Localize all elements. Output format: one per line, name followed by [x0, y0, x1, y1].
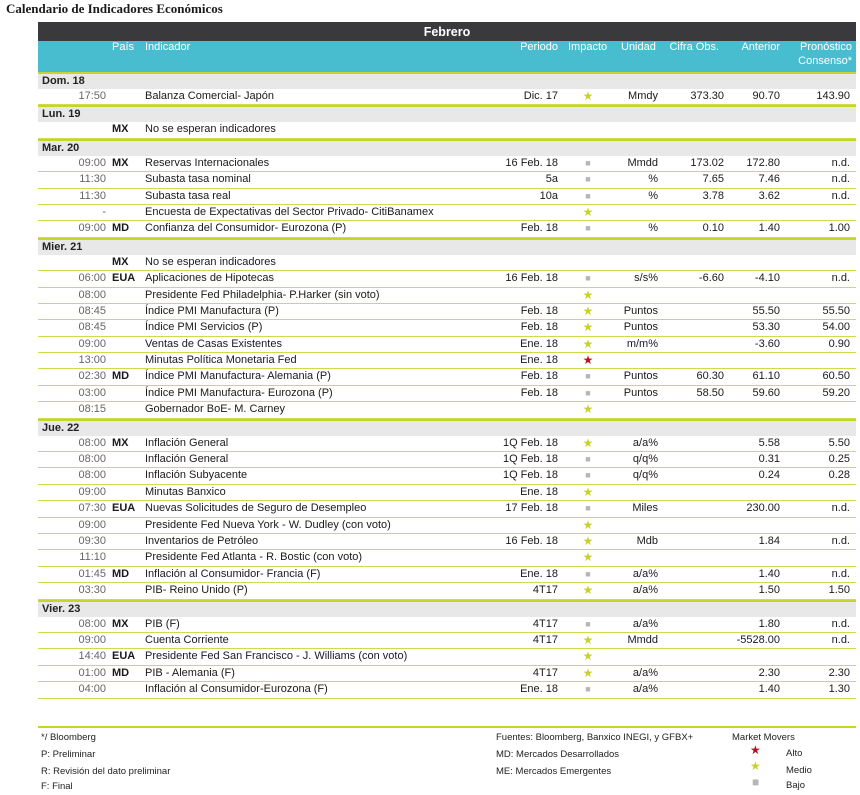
time-cell: 17:50 — [78, 90, 106, 102]
cifra-obs-cell: 60.30 — [696, 370, 724, 383]
unidad-cell: Mmdy — [628, 90, 658, 102]
periodo-cell: 1Q Feb. 18 — [502, 436, 558, 449]
time-cell: - — [102, 205, 106, 218]
legend-alto-label: Alto — [786, 748, 803, 759]
cifra-obs-cell: -6.60 — [698, 272, 724, 285]
impact-medio-star-icon: ★ — [582, 204, 594, 219]
time-cell: 09:00 — [78, 222, 106, 235]
periodo-cell: Dic. 17 — [523, 90, 558, 102]
unidad-cell: a/a% — [632, 584, 658, 597]
legend-market-movers: Market Movers — [732, 732, 795, 743]
time-cell: 14:40 — [78, 650, 106, 663]
day-header: Mar. 20 — [38, 139, 856, 156]
unidad-cell: Puntos — [623, 304, 658, 317]
time-cell: 09:00 — [78, 633, 106, 646]
unidad-cell: Miles — [632, 502, 658, 515]
column-header-cifra-obs: Cifra Obs. — [669, 41, 719, 53]
periodo-cell: 16 Feb. 18 — [505, 534, 558, 547]
pais-cell: MD — [112, 370, 130, 383]
pronostico-cell: 5.50 — [828, 436, 850, 449]
pronostico-cell: 0.90 — [828, 337, 850, 350]
indicador-cell: Ventas de Casas Existentes — [145, 337, 282, 350]
periodo-cell: Feb. 18 — [520, 321, 558, 334]
time-cell: 11:30 — [79, 189, 106, 202]
table-row — [38, 617, 856, 633]
indicador-cell: PIB - Alemania (F) — [145, 666, 235, 679]
periodo-cell: 10a — [539, 189, 558, 202]
anterior-cell: 1.50 — [758, 584, 780, 597]
footnote-md: MD: Mercados Desarrollados — [496, 749, 620, 760]
day-header: Mier. 21 — [38, 238, 856, 255]
footnote-final: F: Final — [41, 781, 73, 792]
time-cell: 11:10 — [79, 551, 106, 564]
column-header-periodo: Periodo — [520, 41, 558, 53]
indicador-cell: Inflación General — [145, 453, 229, 466]
unidad-cell: % — [648, 189, 658, 202]
anterior-cell: 7.46 — [758, 173, 780, 186]
impact-medio-star-icon: ★ — [582, 583, 594, 598]
table-row — [38, 386, 856, 402]
anterior-cell: 53.30 — [752, 321, 780, 334]
impact-bajo-square-icon: ■ — [585, 190, 591, 201]
periodo-cell: Ene. 18 — [520, 567, 558, 580]
column-header-pais: País — [112, 41, 135, 53]
unidad-cell: Mdb — [636, 534, 658, 547]
indicador-cell: Balanza Comercial- Japón — [145, 90, 275, 102]
indicador-cell: Reservas Internacionales — [145, 156, 270, 169]
indicador-cell: Inflación General — [145, 436, 229, 449]
unidad-cell: Mmdd — [627, 156, 658, 169]
table-row — [38, 353, 856, 369]
indicator-table — [38, 72, 856, 699]
anterior-cell: -5528.00 — [736, 633, 780, 646]
periodo-cell: Ene. 18 — [520, 683, 558, 696]
cifra-obs-cell: 7.65 — [702, 173, 724, 186]
indicador-cell: Subasta tasa nominal — [145, 173, 251, 186]
indicador-cell: Índice PMI Manufactura- Eurozona (P) — [145, 386, 333, 399]
indicador-cell: Presidente Fed Philadelphia- P.Harker (sin voto) — [145, 288, 380, 301]
impact-medio-star-icon: ★ — [582, 517, 594, 532]
unidad-cell: % — [648, 173, 658, 186]
table-row — [38, 304, 856, 320]
time-cell: 13:00 — [78, 354, 106, 367]
table-row — [38, 633, 856, 649]
table-row — [38, 452, 856, 468]
time-cell: 08:00 — [78, 288, 106, 301]
pronostico-cell: 143.90 — [816, 90, 850, 102]
impact-bajo-square-icon: ■ — [585, 618, 591, 629]
unidad-cell: a/a% — [632, 567, 658, 580]
anterior-cell: 230.00 — [746, 502, 780, 515]
impact-medio-star-icon: ★ — [582, 303, 594, 318]
anterior-cell: 172.80 — [746, 156, 780, 169]
table-row — [38, 501, 856, 517]
unidad-cell: m/m% — [626, 337, 658, 350]
legend-medio-label: Medio — [786, 765, 812, 776]
impact-medio-star-icon: ★ — [582, 632, 594, 647]
pais-cell: MX — [112, 123, 129, 136]
table-row — [38, 682, 856, 698]
cifra-obs-cell: 173.02 — [690, 156, 724, 169]
month-header: Febrero — [38, 22, 856, 41]
periodo-cell: Feb. 18 — [520, 370, 558, 383]
pronostico-cell: 0.28 — [828, 469, 850, 482]
pais-cell: EUA — [112, 502, 136, 515]
anterior-cell: -3.60 — [754, 337, 780, 350]
time-cell: 09:00 — [78, 518, 106, 531]
table-row — [38, 534, 856, 550]
unidad-cell: a/a% — [632, 666, 658, 679]
pronostico-cell: 59.20 — [822, 386, 850, 399]
footnote-bloomberg: */ Bloomberg — [41, 732, 96, 743]
cifra-obs-cell: 58.50 — [696, 386, 724, 399]
unidad-cell: Puntos — [623, 370, 658, 383]
impact-medio-star-icon: ★ — [582, 89, 594, 103]
indicador-cell: Índice PMI Servicios (P) — [145, 321, 263, 334]
impact-bajo-square-icon: ■ — [585, 454, 591, 465]
unidad-cell: a/a% — [632, 683, 658, 696]
footnote-me: ME: Mercados Emergentes — [496, 766, 612, 777]
anterior-cell: 1.40 — [758, 683, 780, 696]
table-row — [38, 156, 856, 172]
periodo-cell: 16 Feb. 18 — [505, 156, 558, 169]
table-row — [38, 205, 856, 221]
pais-cell: EUA — [112, 272, 136, 285]
pronostico-cell: 1.50 — [828, 584, 850, 597]
indicador-cell: Presidente Fed San Francisco - J. Williams (con voto) — [145, 650, 408, 663]
periodo-cell: 4T17 — [532, 633, 558, 646]
indicador-cell: Aplicaciones de Hipotecas — [145, 272, 275, 285]
periodo-cell: 16 Feb. 18 — [505, 272, 558, 285]
time-cell: 08:15 — [78, 403, 106, 416]
pais-cell: MX — [112, 255, 129, 268]
pronostico-cell: n.d. — [831, 567, 850, 580]
pronostico-cell: n.d. — [831, 173, 850, 186]
footnote-fuentes: Fuentes: Bloomberg, Banxico INEGI, y GFBX+ — [496, 732, 694, 743]
unidad-cell: q/q% — [632, 453, 658, 466]
unidad-cell: Mmdd — [627, 633, 658, 646]
indicador-cell: Presidente Fed Atlanta - R. Bostic (con voto) — [145, 551, 363, 564]
time-cell: 03:30 — [78, 584, 106, 597]
pais-cell: MD — [112, 222, 130, 235]
indicador-cell: Inventarios de Petróleo — [145, 534, 259, 547]
unidad-cell: Puntos — [623, 321, 658, 334]
pais-cell: MD — [112, 666, 130, 679]
pronostico-cell: 55.50 — [822, 304, 850, 317]
periodo-cell: 4T17 — [532, 617, 558, 630]
anterior-cell: 59.60 — [752, 386, 780, 399]
table-row — [38, 122, 856, 138]
table-row — [38, 172, 856, 188]
footnote-preliminar: P: Preliminar — [41, 749, 96, 760]
time-cell: 07:30 — [78, 502, 106, 515]
anterior-cell: 2.30 — [758, 666, 780, 679]
anterior-cell: 61.10 — [752, 370, 780, 383]
table-row — [38, 649, 856, 665]
table-row — [38, 518, 856, 534]
cifra-obs-cell: 373.30 — [690, 90, 724, 102]
table-row — [38, 288, 856, 304]
pronostico-cell: n.d. — [831, 156, 850, 169]
impact-medio-star-icon: ★ — [582, 320, 594, 335]
column-header-pronostico: Pronóstico — [800, 41, 852, 53]
pais-cell: MD — [112, 567, 130, 580]
time-cell: 06:00 — [78, 272, 106, 285]
legend-square-bajo-icon: ■ — [752, 775, 760, 789]
time-cell: 09:00 — [78, 337, 106, 350]
impact-medio-star-icon: ★ — [582, 550, 594, 565]
indicador-cell: Índice PMI Manufactura- Alemania (P) — [145, 370, 331, 383]
indicador-cell: Gobernador BoE- M. Carney — [145, 403, 286, 416]
periodo-cell: Ene. 18 — [520, 354, 558, 367]
impact-alto-star-icon: ★ — [582, 353, 594, 368]
pronostico-cell: 1.00 — [828, 222, 850, 235]
unidad-cell: a/a% — [632, 617, 658, 630]
periodo-cell: Feb. 18 — [520, 222, 558, 235]
periodo-cell: 1Q Feb. 18 — [502, 469, 558, 482]
pronostico-cell: n.d. — [831, 633, 850, 646]
periodo-cell: Ene. 18 — [520, 485, 558, 498]
impact-medio-star-icon: ★ — [582, 533, 594, 548]
time-cell: 08:00 — [78, 469, 106, 482]
anterior-cell: 1.40 — [758, 222, 780, 235]
impact-medio-star-icon: ★ — [582, 665, 594, 680]
pais-cell: MX — [112, 156, 129, 169]
anterior-cell: 1.40 — [758, 567, 780, 580]
periodo-cell: Ene. 18 — [520, 337, 558, 350]
pronostico-cell: n.d. — [831, 502, 850, 515]
indicador-cell: Confianza del Consumidor- Eurozona (P) — [145, 222, 347, 235]
anterior-cell: 3.62 — [758, 189, 780, 202]
table-bottom-rule — [38, 726, 856, 728]
time-cell: 02:30 — [78, 370, 106, 383]
indicador-cell: Presidente Fed Nueva York - W. Dudley (con voto) — [145, 518, 391, 531]
column-header-consenso: Consenso* — [798, 55, 852, 67]
anterior-cell: 0.31 — [758, 453, 780, 466]
pais-cell: MX — [112, 436, 129, 449]
time-cell: 08:00 — [78, 453, 106, 466]
time-cell: 09:00 — [78, 156, 106, 169]
periodo-cell: 4T17 — [532, 584, 558, 597]
anterior-cell: 1.80 — [758, 617, 780, 630]
table-row — [38, 221, 856, 237]
table-row — [38, 271, 856, 287]
impact-bajo-square-icon: ■ — [585, 223, 591, 234]
impact-bajo-square-icon: ■ — [585, 503, 591, 514]
indicador-cell: No se esperan indicadores — [145, 123, 276, 136]
indicador-cell: Nuevas Solicitudes de Seguro de Desempleo — [145, 502, 367, 515]
table-row — [38, 189, 856, 205]
anterior-cell: 55.50 — [752, 304, 780, 317]
impact-bajo-square-icon: ■ — [585, 568, 591, 579]
time-cell: 01:00 — [78, 666, 106, 679]
impact-medio-star-icon: ★ — [582, 484, 594, 499]
table-row — [38, 666, 856, 682]
day-header: Lun. 19 — [38, 105, 856, 122]
cifra-obs-cell: 3.78 — [702, 189, 724, 202]
periodo-cell: Feb. 18 — [520, 386, 558, 399]
column-header-anterior: Anterior — [741, 41, 780, 53]
impact-bajo-square-icon: ■ — [585, 470, 591, 481]
table-row — [38, 550, 856, 566]
pronostico-cell: n.d. — [831, 189, 850, 202]
table-row — [38, 320, 856, 336]
pais-cell: MX — [112, 617, 129, 630]
indicador-cell: Inflación al Consumidor-Eurozona (F) — [145, 683, 328, 696]
table-row — [38, 485, 856, 501]
impact-bajo-square-icon: ■ — [585, 273, 591, 284]
table-row — [38, 583, 856, 599]
impact-bajo-square-icon: ■ — [585, 371, 591, 382]
pronostico-cell: 54.00 — [822, 321, 850, 334]
unidad-cell: s/s% — [634, 272, 658, 285]
footnote-revision: R: Revisión del dato preliminar — [41, 766, 171, 777]
indicador-cell: Índice PMI Manufactura (P) — [145, 304, 279, 317]
time-cell: 08:45 — [78, 304, 106, 317]
pronostico-cell: 1.30 — [828, 683, 850, 696]
pronostico-cell: 2.30 — [828, 666, 850, 679]
column-header-impacto: Impacto — [568, 41, 608, 53]
indicador-cell: Minutas Banxico — [145, 485, 226, 498]
time-cell: 08:00 — [78, 617, 106, 630]
periodo-cell: Feb. 18 — [520, 304, 558, 317]
table-row — [38, 402, 856, 418]
impact-bajo-square-icon: ■ — [585, 684, 591, 695]
periodo-cell: 1Q Feb. 18 — [502, 453, 558, 466]
time-cell: 11:30 — [79, 173, 106, 186]
periodo-cell: 17 Feb. 18 — [505, 502, 558, 515]
legend-star-alto-icon: ★ — [750, 743, 761, 757]
time-cell: 08:45 — [78, 321, 106, 334]
pronostico-cell: n.d. — [831, 617, 850, 630]
day-header: Dom. 18 — [38, 72, 856, 89]
pronostico-cell: 60.50 — [822, 370, 850, 383]
indicador-cell: Minutas Política Monetaria Fed — [145, 354, 297, 367]
table-row — [38, 436, 856, 452]
time-cell: 09:30 — [78, 534, 106, 547]
impact-bajo-square-icon: ■ — [585, 174, 591, 185]
indicador-cell: Encuesta de Expectativas del Sector Privado- CitiBanamex — [145, 205, 434, 218]
table-row — [38, 369, 856, 385]
anterior-cell: -4.10 — [754, 272, 780, 285]
table-row — [38, 468, 856, 484]
impact-bajo-square-icon: ■ — [585, 157, 591, 168]
pronostico-cell: n.d. — [831, 272, 850, 285]
anterior-cell: 90.70 — [752, 90, 780, 102]
indicador-cell: Inflación al Consumidor- Francia (F) — [145, 567, 321, 580]
indicador-cell: Cuenta Corriente — [145, 633, 229, 646]
time-cell: 04:00 — [78, 683, 106, 696]
legend-bajo-label: Bajo — [786, 780, 806, 791]
pais-cell: EUA — [112, 650, 136, 663]
periodo-cell: 5a — [545, 173, 558, 186]
impact-medio-star-icon: ★ — [582, 336, 594, 351]
unidad-cell: % — [648, 222, 658, 235]
impact-medio-star-icon: ★ — [582, 402, 594, 417]
indicador-cell: Subasta tasa real — [145, 189, 231, 202]
anterior-cell: 5.58 — [758, 436, 780, 449]
indicador-cell: Inflación Subyacente — [145, 469, 248, 482]
column-header-indicador: Indicador — [145, 41, 191, 53]
impact-medio-star-icon: ★ — [582, 435, 594, 450]
unidad-cell: q/q% — [632, 469, 658, 482]
impact-bajo-square-icon: ■ — [585, 387, 591, 398]
impact-medio-star-icon: ★ — [582, 287, 594, 302]
unidad-cell: Puntos — [623, 386, 658, 399]
day-header: Vier. 23 — [38, 600, 856, 617]
table-row — [38, 337, 856, 353]
table-row — [38, 89, 856, 105]
periodo-cell: 4T17 — [532, 666, 558, 679]
legend-star-medio-icon: ★ — [750, 759, 761, 773]
time-cell: 03:00 — [78, 386, 106, 399]
table-row — [38, 255, 856, 271]
time-cell: 01:45 — [78, 567, 106, 580]
pronostico-cell: n.d. — [831, 534, 850, 547]
column-header-row — [38, 41, 856, 72]
time-cell: 08:00 — [78, 436, 106, 449]
indicador-cell: No se esperan indicadores — [145, 255, 276, 268]
indicador-cell: PIB (F) — [145, 617, 180, 630]
page-title: Calendario de Indicadores Económicos — [6, 1, 223, 16]
indicador-cell: PIB- Reino Unido (P) — [145, 584, 248, 597]
impact-medio-star-icon: ★ — [582, 649, 594, 664]
column-header-unidad: Unidad — [621, 41, 656, 53]
day-header: Jue. 22 — [38, 419, 856, 436]
time-cell: 09:00 — [78, 485, 106, 498]
anterior-cell: 0.24 — [758, 469, 780, 482]
anterior-cell: 1.84 — [758, 534, 780, 547]
pronostico-cell: 0.25 — [828, 453, 850, 466]
unidad-cell: a/a% — [632, 436, 658, 449]
table-row — [38, 567, 856, 583]
cifra-obs-cell: 0.10 — [702, 222, 724, 235]
